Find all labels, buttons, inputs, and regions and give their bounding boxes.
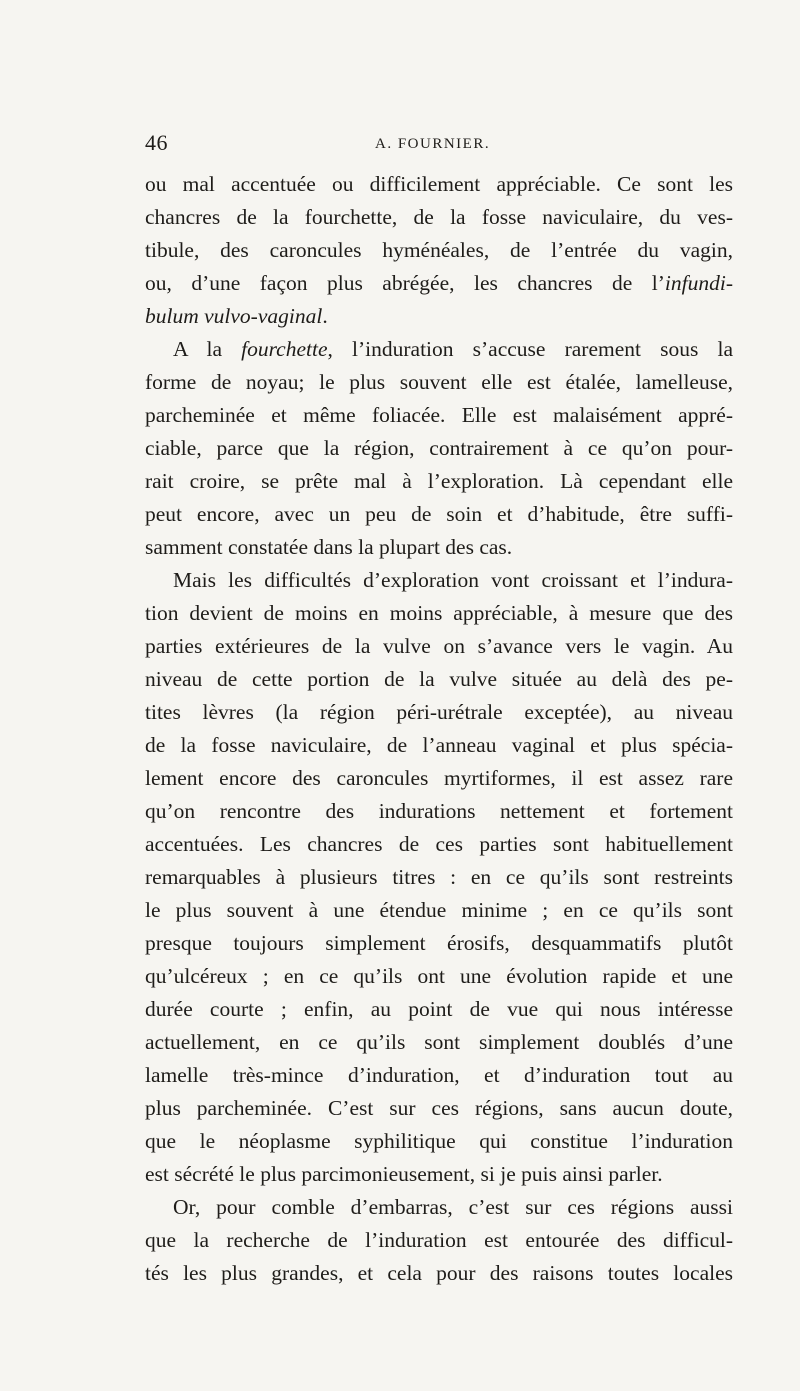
text-line xyxy=(145,861,733,894)
text-line xyxy=(145,498,733,531)
text-line xyxy=(145,597,733,630)
text-run: rait croire, se prête mal à l’exploration. Là cependant elle xyxy=(145,469,733,493)
text-run: peut encore, avec un peu de soin et d’habitude, être suffi- xyxy=(145,502,733,526)
text-run: que le néoplasme syphilitique qui constitue l’induration xyxy=(145,1129,733,1153)
text-line xyxy=(145,531,733,564)
text-line xyxy=(145,201,733,234)
text-line xyxy=(145,1191,733,1224)
text-run: ou, d’une façon plus abrégée, les chancres de l’ xyxy=(145,271,665,295)
text-line xyxy=(145,465,733,498)
text-run: Or, pour comble d’embarras, c’est sur ces régions aussi xyxy=(173,1195,733,1219)
text-line xyxy=(145,432,733,465)
text-run: lement encore des caroncules myrtiformes, il est assez rare xyxy=(145,766,733,790)
italic-run: infundi- xyxy=(664,271,733,295)
text-line xyxy=(145,564,733,597)
text-run: tés les plus grandes, et cela pour des raisons toutes locales xyxy=(145,1261,733,1285)
text-run: que la recherche de l’induration est entourée des difficul- xyxy=(145,1228,733,1252)
text-run: ou mal accentuée ou difficilement appréciable. Ce sont les xyxy=(145,172,733,196)
text-line xyxy=(145,696,733,729)
text-run: Mais les difficultés d’exploration vont croissant et l’indura- xyxy=(173,568,733,592)
text-line xyxy=(145,927,733,960)
page-header xyxy=(145,128,733,164)
text-line xyxy=(145,1125,733,1158)
text-run: durée courte ; enfin, au point de vue qui nous intéresse xyxy=(145,997,733,1021)
text-run: qu’on rencontre des indurations nettement et fortement xyxy=(145,799,733,823)
text-run: tibule, des caroncules hyménéales, de l’entrée du vagin, xyxy=(145,238,733,262)
text-run: , l’induration s’accuse rarement sous la xyxy=(327,337,733,361)
text-line xyxy=(145,762,733,795)
text-run: accentuées. Les chancres de ces parties sont habituellement xyxy=(145,832,733,856)
text-line xyxy=(145,1092,733,1125)
text-line xyxy=(145,630,733,663)
text-run: ciable, parce que la région, contrairement à ce qu’on pour- xyxy=(145,436,733,460)
text-run: plus parcheminée. C’est sur ces régions, sans aucun doute, xyxy=(145,1096,733,1120)
text-line xyxy=(145,366,733,399)
text-line xyxy=(145,663,733,696)
text-run: tion devient de moins en moins appréciable, à mesure que des xyxy=(145,601,733,625)
text-run: A la xyxy=(173,337,242,361)
text-run: remarquables à plusieurs titres : en ce qu’ils sont restreints xyxy=(145,865,733,889)
text-run: . xyxy=(322,304,328,328)
text-run: parties extérieures de la vulve on s’avance vers le vagin. Au xyxy=(145,634,733,658)
text-line xyxy=(145,1059,733,1092)
text-line xyxy=(145,729,733,762)
text-line xyxy=(145,1224,733,1257)
text-line xyxy=(145,333,733,366)
text-run: le plus souvent à une étendue minime ; en ce qu’ils sont xyxy=(145,898,733,922)
text-run: forme de noyau; le plus souvent elle est étalée, lamelleuse, xyxy=(145,370,733,394)
text-line xyxy=(145,795,733,828)
text-line xyxy=(145,1026,733,1059)
text-line xyxy=(145,168,733,201)
page-number: 46 xyxy=(145,130,168,155)
text-line xyxy=(145,960,733,993)
text-run: qu’ulcéreux ; en ce qu’ils ont une évolution rapide et une xyxy=(145,964,733,988)
text-line xyxy=(145,993,733,1026)
text-run: actuellement, en ce qu’ils sont simplement doublés d’une xyxy=(145,1030,733,1054)
text-line xyxy=(145,234,733,267)
text-line xyxy=(145,267,733,300)
text-line xyxy=(145,828,733,861)
text-run: tites lèvres (la région péri-urétrale exceptée), au niveau xyxy=(145,700,733,724)
text-run: presque toujours simplement érosifs, desquammatifs plutôt xyxy=(145,931,733,955)
text-run: samment constatée dans la plupart des cas. xyxy=(145,535,513,559)
text-run: parcheminée et même foliacée. Elle est malaisément appré- xyxy=(145,403,733,427)
text-line xyxy=(145,1257,733,1290)
text-line xyxy=(145,1158,733,1191)
text-run: niveau de cette portion de la vulve située au delà des pe- xyxy=(145,667,733,691)
italic-run: fourchette xyxy=(241,337,328,361)
running-head: A. FOURNIER. xyxy=(375,136,491,152)
text-run: chancres de la fourchette, de la fosse naviculaire, du ves- xyxy=(145,205,733,229)
italic-run: bulum vulvo-vaginal xyxy=(145,304,323,328)
text-run: lamelle très-mince d’induration, et d’induration tout au xyxy=(145,1063,733,1087)
text-run: de la fosse naviculaire, de l’anneau vaginal et plus spécia- xyxy=(145,733,733,757)
body-text xyxy=(145,168,733,1290)
text-line xyxy=(145,300,733,333)
text-run: est sécrété le plus parcimonieusement, si je puis ainsi parler. xyxy=(145,1162,663,1186)
text-line xyxy=(145,894,733,927)
text-line xyxy=(145,399,733,432)
